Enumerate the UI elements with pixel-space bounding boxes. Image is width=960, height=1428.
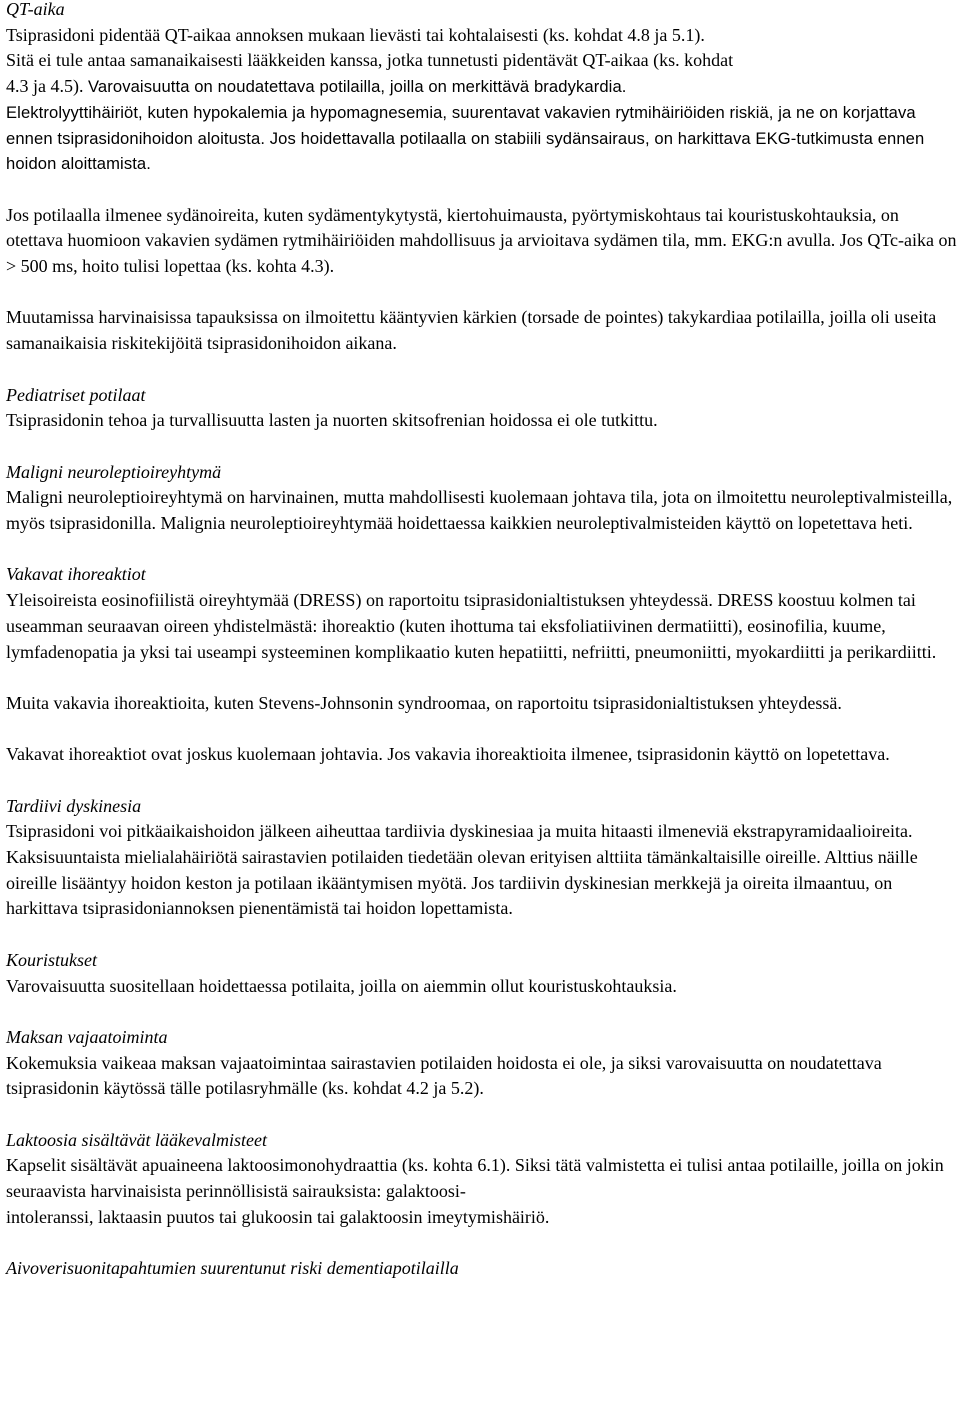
paragraph-skin-sjs: Muita vakavia ihoreaktioita, kuten Stevens-Johnsonin syndroomaa, on raportoitu tsiprasidonialtistuksen yhteydessä. bbox=[6, 692, 842, 713]
paragraph-qt-line-1: Tsiprasidoni pidentää QT-aikaa annoksen mukaan lievästi tai kohtalaisesti (ks. kohdat 4.8 ja 5.1). bbox=[6, 24, 705, 45]
paragraph-pediatric: Tsiprasidonin tehoa ja turvallisuutta lasten ja nuorten skitsofrenian hoidossa ei ole tutkittu. bbox=[6, 410, 658, 431]
paragraph-tardive-dyskinesia: Tsiprasidoni voi pitkäaikaishoidon jälkeen aiheuttaa tardiivia dyskinesiaa ja muita hitaasti ilmeneviä ekstrapyramidaalioireita. Kaksisuuntaista mielialahäiriötä sairastavien potilaiden tiedetään olevan erityisen alttiita tämänkaltaisille oireille. Alttius näille oireille lisääntyy hoidon keston ja potilaan ikääntymisen myötä. Jos tardiivin dyskinesian merkkejä ja oireita ilmaantuu, on harkittava tsiprasidoniannoksen pienentämistä tai hoidon lopettamista. bbox=[6, 821, 918, 919]
paragraph-lactose-text: Kapselit sisältävät apuaineena laktoosimonohydraattia (ks. kohta 6.1). Siksi tätä valmistetta ei tulisi antaa potilaille, joilla on jokin seuraavista harvinaisista perinnöllisistä sairauksista: galaktoosi- bbox=[6, 1155, 944, 1202]
section-heading-pediatric: Pediatriset potilaat bbox=[6, 384, 146, 405]
document-page bbox=[6, 0, 958, 1282]
paragraph-qt-electrolytes bbox=[6, 100, 958, 177]
section-heading-hepatic-impairment: Maksan vajaatoiminta bbox=[6, 1026, 168, 1047]
paragraph-qt-text: 4.3 ja 4.5). bbox=[6, 76, 84, 97]
section-heading-stroke-risk: Aivoverisuonitapahtumien suurentunut riski dementiapotilailla bbox=[6, 1258, 459, 1279]
paragraph-lactose-text: intoleranssi, laktaasin puutos tai glukoosin tai galaktoosin imeytymishäiriö. bbox=[6, 1206, 550, 1227]
paragraph-skin-fatal: Vakavat ihoreaktiot ovat joskus kuolemaan johtavia. Jos vakavia ihoreaktioita ilmenee, tsiprasidonin käyttö on lopetettava. bbox=[6, 744, 890, 765]
paragraph-skin-dress: Yleisoireista eosinofiilistä oireyhtymää (DRESS) on raportoitu tsiprasidonialtistuksen yhteydessä. DRESS koostuu kolmen tai useamman seuraavan oireen yhdistelmästä: ihoreaktio (kuten ihottuma tai eksfoliatiivinen dermatiitti), eosinofilia, kuume, lymfadenopatia ja yksi tai useampi systeeminen komplikaatio kuten hepatiitti, nefriitti, pneumoniitti, myokardiitti ja perikardiitti. bbox=[6, 590, 937, 662]
paragraph-qt-text: Varovaisuutta on noudatettava potilailla, joilla on merkittävä bradykardia. bbox=[87, 77, 627, 97]
section-heading-seizures: Kouristukset bbox=[6, 949, 98, 970]
section-heading-skin-reactions: Vakavat ihoreaktiot bbox=[6, 564, 146, 585]
section-heading-nms: Maligni neuroleptioireyhtymä bbox=[6, 461, 222, 482]
paragraph-lactose bbox=[6, 1153, 958, 1230]
paragraph-qt-torsade: Muutamissa harvinaisissa tapauksissa on ilmoitettu kääntyvien kärkien (torsade de pointes) takykardiaa potilailla, joilla oli useita samanaikaisia riskitekijöitä tsiprasidonihoidon aikana. bbox=[6, 307, 937, 354]
paragraph-seizures: Varovaisuutta suositellaan hoidettaessa potilaita, joilla on aiemmin ollut kouristuskohtauksia. bbox=[6, 975, 677, 996]
paragraph-qt-symptoms: Jos potilaalla ilmenee sydänoireita, kuten sydämentykytystä, kiertohuimausta, pyörtymiskohtaus tai kouristuskohtauksia, on otettava huomioon vakavien sydämen rytmihäiriöiden mahdollisuus ja arvioitava sydämen tila, mm. EKG:n avulla. Jos QTc-aika on > 500 ms, hoito tulisi lopettaa (ks. kohta 4.3). bbox=[6, 204, 957, 277]
paragraph-qt-line-2 bbox=[6, 48, 958, 99]
paragraph-qt-text: Jos hoidettavalla potilaalla on stabiili sydänsairaus, on harkittava EKG-tutkimusta ennen hoidon aloittamista. bbox=[6, 128, 925, 174]
paragraph-nms: Maligni neuroleptioireyhtymä on harvinainen, mutta mahdollisesti kuolemaan johtava tila, jota on ilmoitettu neuroleptivalmisteilla, myös tsiprasidonilla. Malignia neuroleptioireyhtymää hoidettaessa kaikkien neuroleptivalmisteiden käyttö on lopetettava heti. bbox=[6, 487, 953, 533]
section-heading-qt: QT-aika bbox=[6, 0, 65, 19]
paragraph-hepatic-impairment: Kokemuksia vaikeaa maksan vajaatoimintaa sairastavien potilaiden hoidosta ei ole, ja siksi varovaisuutta on noudatettava tsiprasidonin käytössä tälle potilasryhmälle (ks. kohdat 4.2 ja 5.2). bbox=[6, 1052, 882, 1099]
section-heading-tardive-dyskinesia: Tardiivi dyskinesia bbox=[6, 795, 142, 816]
section-heading-lactose: Laktoosia sisältävät lääkevalmisteet bbox=[6, 1129, 267, 1150]
paragraph-qt-text: Elektrolyyttihäiriöt, kuten hypokalemia ja hypomagnesemia, suurentavat vakavien rytmihäiriöiden riskiä, ja ne on korjattava ennen tsiprasidonihoidon aloitusta. bbox=[6, 102, 916, 148]
paragraph-qt-text: Sitä ei tule antaa samanaikaisesti lääkkeiden kanssa, jotka tunnetusti pidentävät QT-aikaa (ks. kohdat bbox=[6, 50, 734, 71]
